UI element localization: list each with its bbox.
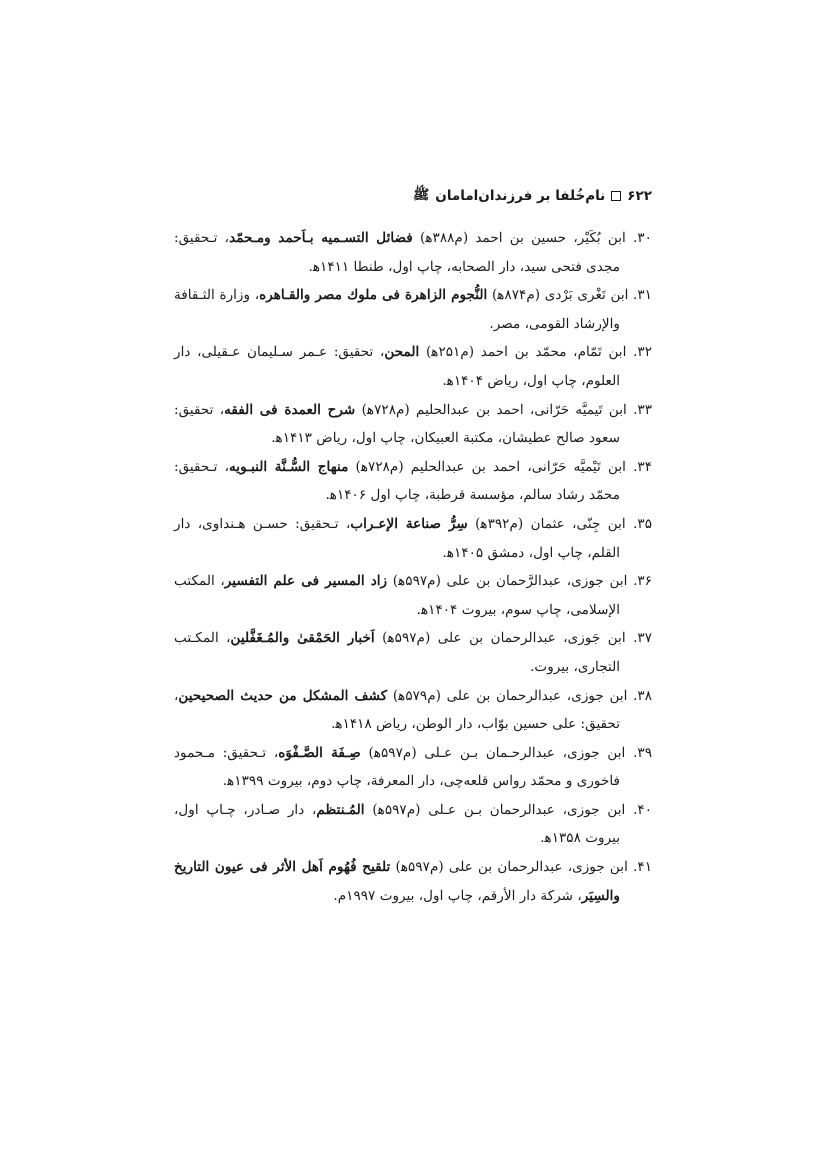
entry-number: ۳۵. (633, 515, 652, 532)
bibliography-entry (174, 338, 652, 395)
entry-number: ۳۴. (633, 458, 652, 475)
running-header (174, 186, 652, 206)
entry-author: ابن تَمّام، محمّد بن احمد (م۲۵۱ه‍) (419, 344, 627, 361)
entry-details: ، تـحقیق: محمّد رشاد سالم، مؤسسة قرطبة، چاپ اول ۱۴۰۶ه‍. (174, 458, 620, 504)
entry-details: ، وزارة الثـقافة والإرشاد القومی، مصر. (174, 287, 620, 332)
bibliography-list (174, 224, 652, 910)
entry-details: ، تحقیق: عـمر سـلیمان عـقیلی، دار العلوم، چاپ اول، ریاض ۱۴۰۴ه‍. (174, 344, 620, 389)
honorific-symbol: ﷺ (412, 187, 430, 203)
entry-details: ، تـحقیق: حسـن هـنداوی، دار القلم، چاپ اول، دمشق ۱۴۰۵ه‍. (174, 515, 620, 561)
entry-title: المحن (384, 344, 420, 361)
bibliography-entry (174, 224, 652, 281)
entry-title: منهاج السُّـنَّة النبـویه (229, 458, 349, 475)
entry-author: ابن بُکَیْر، حسین بن احمد (م۳۸۸ه‍) (412, 230, 626, 246)
square-ornament-icon (611, 191, 621, 201)
entry-author: ابن تَغْری بَرْدی (م۸۷۴ه‍) (487, 287, 629, 304)
entry-author: ابن جوزی، عبدالرحـمان بـن عـلی (م۵۹۷ه‍) (360, 744, 626, 761)
entry-details: ، تـحقیق: مجدی فتحی سید، دار الصحابه، چاپ اول، طنطا ۱۴۱۱ه‍. (174, 230, 620, 275)
entry-details: ، تحقیق: سعود صالح عطیشان، مکتبة العبیکان، چاپ اول، ریاض ۱۴۱۳ه‍. (174, 401, 620, 447)
entry-title: شرح العمدة فی الفقه (224, 401, 356, 418)
entry-number: ۴۰. (633, 801, 653, 818)
entry-title: النُّجوم الزاهرة فی ملوك مصر والقـاهره (259, 287, 488, 304)
bibliography-entry (174, 624, 652, 681)
entry-title: صِـفَة الصَّـفْوَه (278, 744, 361, 761)
bibliography-entry (174, 510, 652, 567)
entry-details: ، المکتب الإسلامی، چاپ سوم، بیروت ۱۴۰۴ه‍. (174, 573, 620, 618)
entry-author: ابن جوزی، عبدالرحمان بن علی (م۵۷۹ه‍) (387, 687, 628, 704)
entry-title: تلقیح فُهُوم اَهل الأثر فی عیون التاریخ والسِیَر (174, 859, 620, 904)
bibliography-entry (174, 739, 652, 796)
entry-title: سِرُّ صناعة الإعـراب (350, 515, 468, 532)
bibliography-entry (174, 853, 652, 910)
entry-details: ، شرکة دار الأرقم، چاپ اول، بیروت ۱۹۹۷م. (333, 887, 582, 904)
entry-number: ۴۱. (633, 859, 653, 876)
entry-author: ابن جَوزی، عبدالرحمان بن علی (م۵۹۷ه‍) (374, 630, 626, 647)
entry-author: ابن جوزی، عبدالرحمان بـن عـلی (م۵۹۷ه‍) (364, 801, 626, 818)
entry-number: ۳۱. (633, 287, 652, 304)
entry-title: المُـنتظم (316, 801, 365, 818)
entry-number: ۳۰. (633, 230, 652, 246)
entry-details: ، تـحقیق: مـحمود فاخوری و محمّد رواس قلعه‌چی، دار المعرفة، چاپ دوم، بیروت ۱۳۹۹ه‍. (174, 744, 620, 790)
entry-title: زاد المسیر فی علم التفسیر (224, 573, 388, 590)
entry-title: اَخبار الحَمْقیٰ والمُـغَفَّلین (230, 630, 375, 647)
entry-author: ابن جوزی، عبدالرَّحمان بن علی (م۵۹۷ه‍) (387, 573, 628, 590)
entry-number: ۳۳. (633, 401, 653, 418)
entry-details: ، المکـتب التجاری، بیروت. (174, 630, 620, 675)
entry-author: ابن جِنّی، عثمان (م۳۹۲ه‍) (467, 515, 626, 532)
bibliography-entry (174, 567, 652, 624)
entry-author: ابن تَیمیَّه حَرّانی، احمد بن عبدالحلیم (م۷۲۸ه‍) (355, 401, 627, 418)
entry-details: ، دار صـادر، چـاپ اول، بیروت ۱۳۵۸ه‍. (174, 801, 620, 847)
bibliography-entry (174, 281, 652, 338)
entry-author: ابن جوزی، عبدالرحمان بن علی (م۵۹۷ه‍) (390, 859, 628, 876)
bibliography-entry (174, 682, 652, 739)
entry-title: کشف المشکل من حدیث الصحیحین (178, 687, 388, 704)
entry-number: ۳۶. (633, 573, 652, 590)
entry-number: ۳۸. (633, 687, 653, 704)
book-page (174, 186, 652, 910)
book-title: نام‌خُلفا بر فرزندان‌امامان (435, 188, 606, 204)
entry-number: ۳۹. (633, 744, 653, 761)
bibliography-entry (174, 453, 652, 510)
bibliography-entry (174, 796, 652, 853)
entry-details: ، تحقیق: علی حسین بوّاب، دار الوطن، ریاض ۱۴۱۸ه‍. (174, 687, 620, 733)
entry-title: فضائل التسـمیه بـاَحمد ومـحمّد (229, 230, 413, 246)
bibliography-entry (174, 396, 652, 453)
entry-author: ابن تَیْمیَّه حَرّانی، احمد بن عبدالحلیم (م۷۲۸ه‍) (348, 458, 626, 475)
page-number: ۶۲۲ (627, 188, 652, 204)
entry-number: ۳۲. (633, 344, 652, 361)
entry-number: ۳۷. (633, 630, 653, 647)
